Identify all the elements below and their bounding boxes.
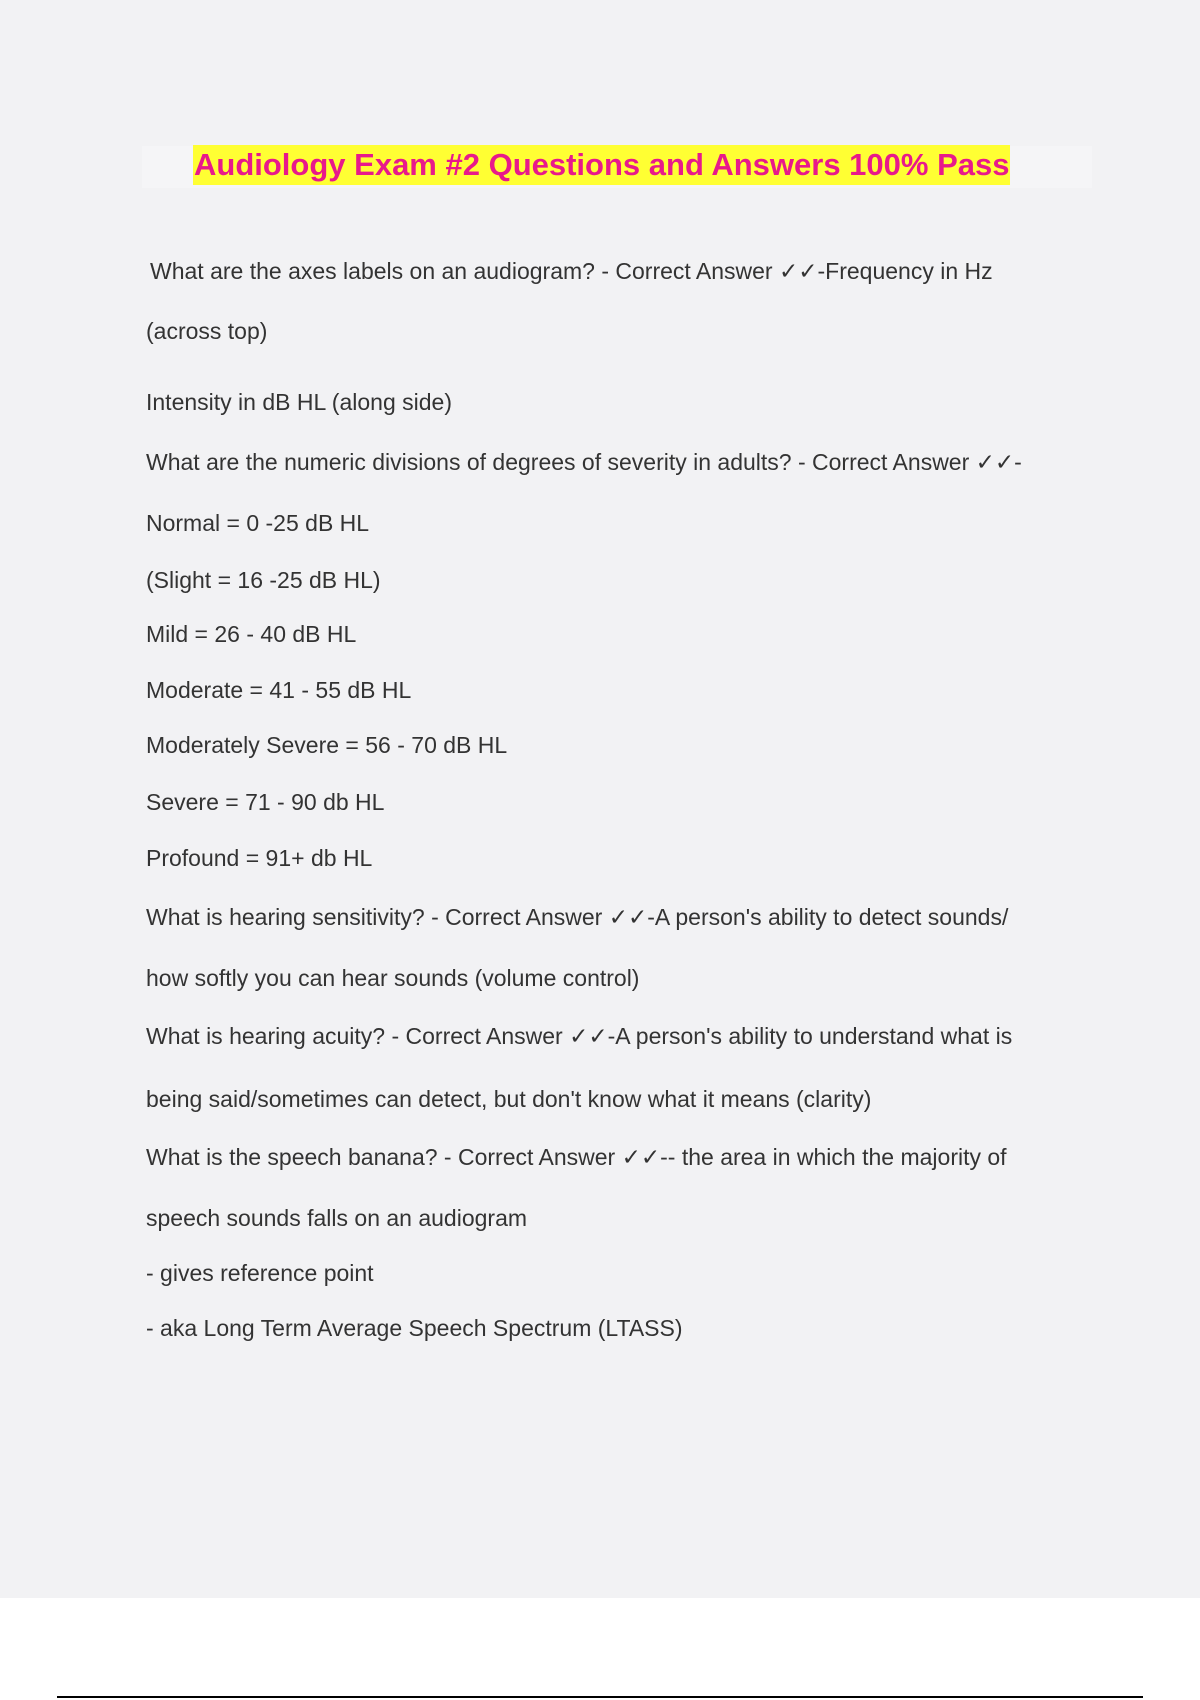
text-line: how softly you can hear sounds (volume control) bbox=[146, 965, 640, 991]
text-line: - aka Long Term Average Speech Spectrum (LTASS) bbox=[146, 1315, 683, 1341]
text-line: What are the numeric divisions of degrees of severity in adults? - Correct Answer ✓✓- bbox=[146, 449, 1022, 475]
text-line: (Slight = 16 -25 dB HL) bbox=[146, 567, 381, 593]
text-line: Severe = 71 - 90 db HL bbox=[146, 789, 385, 815]
text-line: What are the axes labels on an audiogram? - Correct Answer ✓✓-Frequency in Hz bbox=[150, 258, 993, 284]
text-line: Mild = 26 - 40 dB HL bbox=[146, 621, 357, 647]
text-line: What is hearing acuity? - Correct Answer ✓✓-A person's ability to understand what is bbox=[146, 1023, 1013, 1049]
text-line: being said/sometimes can detect, but don't know what it means (clarity) bbox=[146, 1086, 872, 1112]
text-line: Profound = 91+ db HL bbox=[146, 845, 373, 871]
text-line: What is the speech banana? - Correct Answer ✓✓-- the area in which the majority of bbox=[146, 1144, 1007, 1170]
text-line: What is hearing sensitivity? - Correct Answer ✓✓-A person's ability to detect sounds/ bbox=[146, 904, 1009, 930]
text-line: Normal = 0 -25 dB HL bbox=[146, 510, 370, 536]
text-line: Intensity in dB HL (along side) bbox=[146, 389, 452, 415]
text-line: speech sounds falls on an audiogram bbox=[146, 1205, 528, 1231]
footer-rule bbox=[57, 1696, 1143, 1698]
text-line: (across top) bbox=[146, 318, 268, 344]
document-title: Audiology Exam #2 Questions and Answers 100% Pass bbox=[193, 145, 1010, 185]
text-line: - gives reference point bbox=[146, 1260, 374, 1286]
text-line: Moderate = 41 - 55 dB HL bbox=[146, 677, 412, 703]
text-line: Moderately Severe = 56 - 70 dB HL bbox=[146, 732, 508, 758]
